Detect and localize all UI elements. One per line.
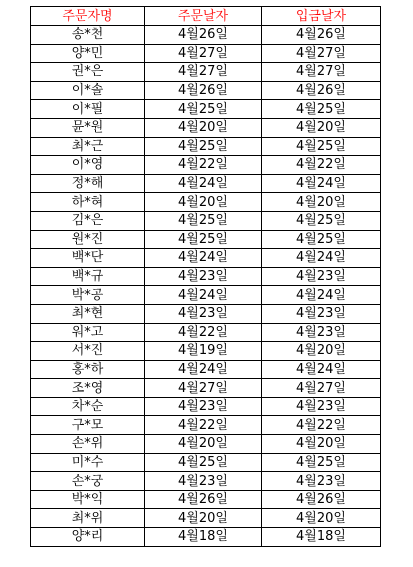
cell-payment-date: 4월23일 — [262, 397, 381, 416]
cell-order-date: 4월23일 — [145, 397, 262, 416]
cell-orderer-name: 박*공 — [31, 286, 145, 305]
table-row — [31, 416, 381, 435]
cell-order-date: 4월26일 — [145, 26, 262, 45]
cell-order-date: 4월23일 — [145, 472, 262, 491]
cell-payment-date: 4월24일 — [262, 360, 381, 379]
cell-payment-date: 4월25일 — [262, 453, 381, 472]
table-row — [31, 286, 381, 305]
cell-order-date: 4월25일 — [145, 230, 262, 249]
table-row — [31, 490, 381, 509]
cell-order-date: 4월22일 — [145, 416, 262, 435]
table-row — [31, 342, 381, 361]
table-row — [31, 193, 381, 212]
cell-payment-date: 4월24일 — [262, 286, 381, 305]
cell-payment-date: 4월20일 — [262, 118, 381, 137]
header-orderer-name: 주문자명 — [31, 7, 145, 26]
cell-orderer-name: 원*진 — [31, 230, 145, 249]
cell-orderer-name: 하*혀 — [31, 193, 145, 212]
cell-payment-date: 4월23일 — [262, 304, 381, 323]
cell-order-date: 4월22일 — [145, 156, 262, 175]
cell-payment-date: 4월26일 — [262, 26, 381, 45]
cell-order-date: 4월27일 — [145, 63, 262, 82]
header-row — [31, 7, 381, 26]
table-row — [31, 360, 381, 379]
table-row — [31, 63, 381, 82]
table-row — [31, 249, 381, 268]
cell-orderer-name: 홍*하 — [31, 360, 145, 379]
cell-order-date: 4월26일 — [145, 490, 262, 509]
table-row — [31, 44, 381, 63]
cell-orderer-name: 이*필 — [31, 100, 145, 119]
cell-payment-date: 4월23일 — [262, 472, 381, 491]
cell-payment-date: 4월25일 — [262, 230, 381, 249]
cell-order-date: 4월20일 — [145, 118, 262, 137]
table-row — [31, 472, 381, 491]
cell-orderer-name: 정*해 — [31, 174, 145, 193]
cell-orderer-name: 뮨*원 — [31, 118, 145, 137]
table-row — [31, 26, 381, 45]
cell-order-date: 4월23일 — [145, 267, 262, 286]
cell-order-date: 4월20일 — [145, 193, 262, 212]
cell-order-date: 4월24일 — [145, 286, 262, 305]
table-row — [31, 100, 381, 119]
cell-payment-date: 4월27일 — [262, 44, 381, 63]
cell-order-date: 4월20일 — [145, 435, 262, 454]
cell-order-date: 4월26일 — [145, 81, 262, 100]
header-payment-date: 입금날자 — [262, 7, 381, 26]
cell-orderer-name: 이*영 — [31, 156, 145, 175]
cell-orderer-name: 워*고 — [31, 323, 145, 342]
cell-payment-date: 4월25일 — [262, 137, 381, 156]
cell-payment-date: 4월23일 — [262, 267, 381, 286]
cell-order-date: 4월24일 — [145, 249, 262, 268]
cell-orderer-name: 최*위 — [31, 509, 145, 528]
cell-payment-date: 4월23일 — [262, 323, 381, 342]
cell-order-date: 4월27일 — [145, 379, 262, 398]
cell-orderer-name: 손*위 — [31, 435, 145, 454]
cell-orderer-name: 최*근 — [31, 137, 145, 156]
cell-payment-date: 4월20일 — [262, 435, 381, 454]
cell-orderer-name: 권*은 — [31, 63, 145, 82]
cell-payment-date: 4월27일 — [262, 379, 381, 398]
cell-payment-date: 4월24일 — [262, 249, 381, 268]
cell-order-date: 4월18일 — [145, 528, 262, 547]
cell-order-date: 4월23일 — [145, 304, 262, 323]
cell-orderer-name: 김*은 — [31, 211, 145, 230]
cell-order-date: 4월24일 — [145, 174, 262, 193]
table-row — [31, 435, 381, 454]
cell-payment-date: 4월20일 — [262, 342, 381, 361]
cell-payment-date: 4월26일 — [262, 81, 381, 100]
cell-orderer-name: 백*규 — [31, 267, 145, 286]
cell-orderer-name: 박*익 — [31, 490, 145, 509]
cell-orderer-name: 구*모 — [31, 416, 145, 435]
cell-orderer-name: 백*단 — [31, 249, 145, 268]
table-row — [31, 211, 381, 230]
cell-orderer-name: 미*수 — [31, 453, 145, 472]
table-row — [31, 137, 381, 156]
cell-order-date: 4월27일 — [145, 44, 262, 63]
header-order-date: 주문날자 — [145, 7, 262, 26]
cell-payment-date: 4월25일 — [262, 211, 381, 230]
table-row — [31, 267, 381, 286]
cell-order-date: 4월25일 — [145, 211, 262, 230]
table-row — [31, 397, 381, 416]
cell-payment-date: 4월24일 — [262, 174, 381, 193]
cell-orderer-name: 이*솔 — [31, 81, 145, 100]
table-row — [31, 304, 381, 323]
cell-order-date: 4월20일 — [145, 509, 262, 528]
cell-payment-date: 4월20일 — [262, 509, 381, 528]
table-row — [31, 379, 381, 398]
cell-payment-date: 4월20일 — [262, 193, 381, 212]
cell-orderer-name: 송*천 — [31, 26, 145, 45]
cell-orderer-name: 손*궁 — [31, 472, 145, 491]
cell-payment-date: 4월18일 — [262, 528, 381, 547]
cell-order-date: 4월25일 — [145, 453, 262, 472]
order-table — [30, 6, 381, 547]
order-payment-sheet — [30, 6, 381, 547]
cell-orderer-name: 조*영 — [31, 379, 145, 398]
cell-orderer-name: 차*순 — [31, 397, 145, 416]
cell-order-date: 4월24일 — [145, 360, 262, 379]
table-row — [31, 174, 381, 193]
cell-payment-date: 4월22일 — [262, 416, 381, 435]
table-row — [31, 118, 381, 137]
cell-payment-date: 4월27일 — [262, 63, 381, 82]
cell-orderer-name: 서*진 — [31, 342, 145, 361]
table-row — [31, 156, 381, 175]
table-row — [31, 230, 381, 249]
table-row — [31, 528, 381, 547]
cell-orderer-name: 최*현 — [31, 304, 145, 323]
cell-order-date: 4월19일 — [145, 342, 262, 361]
cell-order-date: 4월25일 — [145, 100, 262, 119]
cell-payment-date: 4월26일 — [262, 490, 381, 509]
table-body — [31, 26, 381, 547]
cell-orderer-name: 양*리 — [31, 528, 145, 547]
cell-payment-date: 4월25일 — [262, 100, 381, 119]
table-row — [31, 453, 381, 472]
table-row — [31, 81, 381, 100]
table-row — [31, 509, 381, 528]
table-row — [31, 323, 381, 342]
cell-order-date: 4월25일 — [145, 137, 262, 156]
cell-orderer-name: 양*민 — [31, 44, 145, 63]
cell-order-date: 4월22일 — [145, 323, 262, 342]
cell-payment-date: 4월22일 — [262, 156, 381, 175]
